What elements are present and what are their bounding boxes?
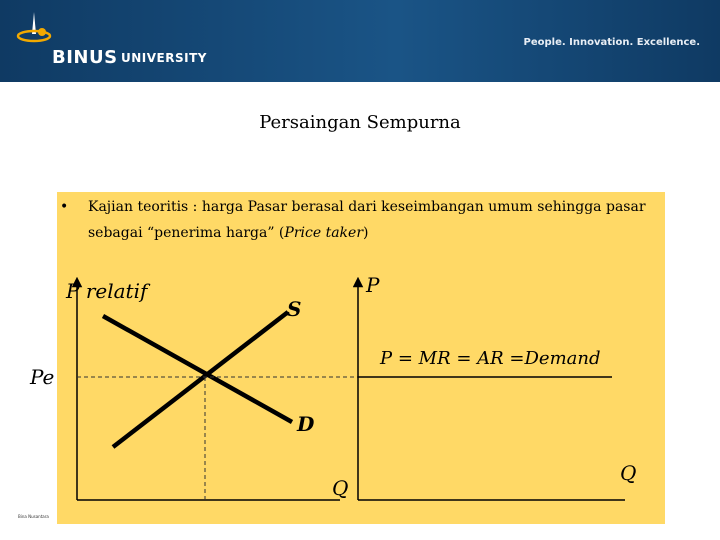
bullet-text-main: Kajian teoritis : harga Pasar berasal dari keseimbangan umum sehingga pasar sebagai “penerima harga” ( <box>88 199 646 241</box>
bullet-text-close: ) <box>363 225 369 241</box>
footer-note: Bina Nusantara <box>18 514 49 519</box>
bullet-text-italic: Price taker <box>284 225 364 241</box>
supply-curve <box>113 312 288 447</box>
right-x-axis-label: Q <box>620 461 637 485</box>
left-y-axis-label: P relatif <box>66 279 148 303</box>
price-line-label: P = MR = AR =Demand <box>380 348 601 369</box>
demand-label: D <box>297 412 315 436</box>
bullet-symbol: • <box>60 199 69 215</box>
tagline: People. Innovation. Excellence. <box>523 37 700 48</box>
right-y-axis-label: P <box>366 273 380 297</box>
logo-text: BINUS <box>52 47 118 68</box>
supply-label: S <box>287 297 302 321</box>
logo-subtext: UNIVERSITY <box>121 51 207 65</box>
left-x-axis-label: Q <box>332 476 349 500</box>
equilibrium-price-label: Pe <box>30 365 55 389</box>
slide-title: Persaingan Sempurna <box>259 112 461 133</box>
